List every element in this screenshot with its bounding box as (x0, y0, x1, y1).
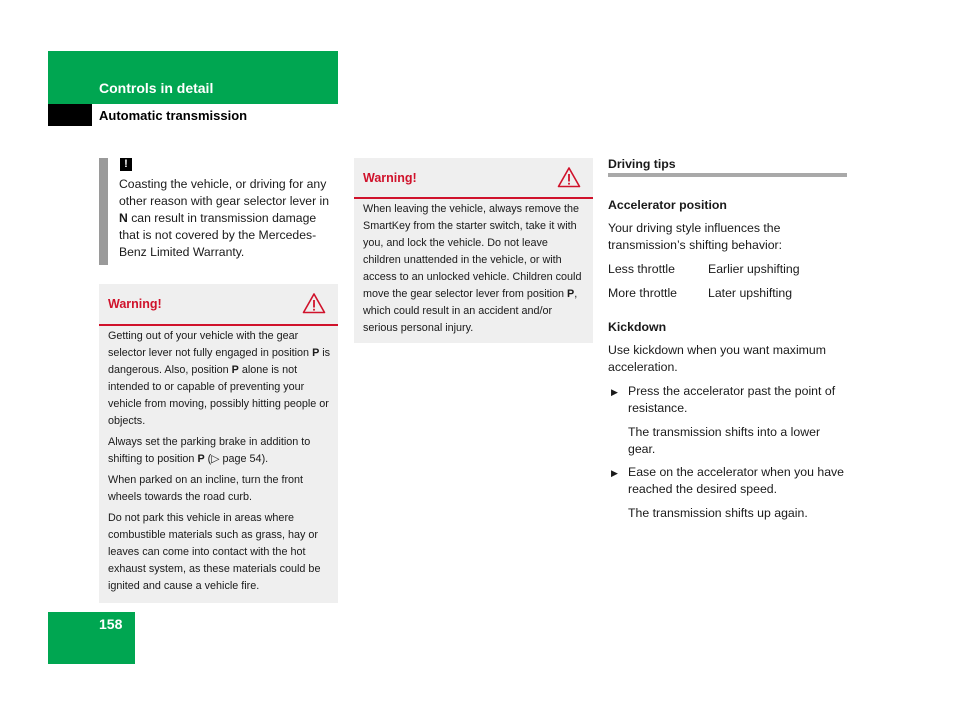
heading-rule (608, 173, 847, 177)
accelerator-text: Your driving style influences the transmission’s shifting behavior: (608, 221, 783, 252)
note-bar (99, 158, 108, 265)
step-1: Press the accelerator past the point of resistance. (628, 384, 836, 415)
step-2: Ease on the accelerator when you have reached the desired speed. (628, 465, 845, 496)
header-marker (48, 104, 92, 126)
warning-triangle-icon (557, 166, 581, 188)
row-more-throttle-label: More throttle (608, 286, 678, 300)
exclamation-icon: ! (120, 158, 132, 171)
subsection-title: Automatic transmission (99, 108, 248, 123)
warning-header (99, 284, 338, 326)
warning-paragraph: Getting out of your vehicle with the gear selector lever not fully engaged in position P is dangerous. Also, position P alone is not intended to or capable of preventing your vehicle from moving, possibly hitting people or objects. (108, 330, 331, 427)
step-1-result: The transmission shifts into a lower gear. (628, 425, 821, 456)
page-number: 158 (99, 616, 123, 632)
kickdown-heading: Kickdown (608, 320, 667, 334)
warning-paragraph: When leaving the vehicle, always remove the SmartKey from the starter switch, take it with you, and lock the vehicle. Do not leave children unattended in the vehicle, or with access to an unlocked vehicle. Children could move the gear selector lever from position P, which could result in an accident and/or serious personal injury. (363, 203, 582, 334)
kickdown-text: Use kickdown when you want maximum acceleration. (608, 343, 827, 374)
warning-paragraph: When parked on an incline, turn the front wheels towards the road curb. (108, 474, 304, 503)
row-less-throttle-value: Earlier upshifting (708, 262, 800, 276)
section-title: Controls in detail (99, 80, 214, 96)
header-band (48, 51, 338, 104)
warning-header (354, 158, 593, 199)
accelerator-heading: Accelerator position (608, 198, 727, 212)
warning-triangle-icon (302, 292, 326, 314)
row-less-throttle-label: Less throttle (608, 262, 675, 276)
step-2-result: The transmission shifts up again. (628, 506, 808, 520)
bullet-arrow-icon: ▶ (611, 468, 618, 478)
warning-title: Warning! (108, 297, 162, 311)
warning-paragraph: Do not park this vehicle in areas where combustible materials such as grass, hay or leaves can come into contact with the hot exhaust system, as these materials could be ignited and cause a vehicle fire. (108, 512, 321, 592)
warning-box-middle (354, 158, 593, 343)
driving-tips-heading: Driving tips (608, 157, 676, 171)
warning-title: Warning! (363, 171, 417, 185)
note-text: Coasting the vehicle, or driving for any other reason with gear selector lever in N can result in transmission damage that is not covered by the Mercedes-Benz Limited Warranty. (119, 177, 330, 259)
bullet-arrow-icon: ▶ (611, 387, 618, 397)
warning-body (363, 201, 586, 341)
row-more-throttle-value: Later upshifting (708, 286, 793, 300)
warning-box-left (99, 284, 338, 603)
warning-paragraph: Always set the parking brake in addition to shifting to position P (▷ page 54). (108, 436, 311, 465)
warning-body (108, 328, 331, 599)
